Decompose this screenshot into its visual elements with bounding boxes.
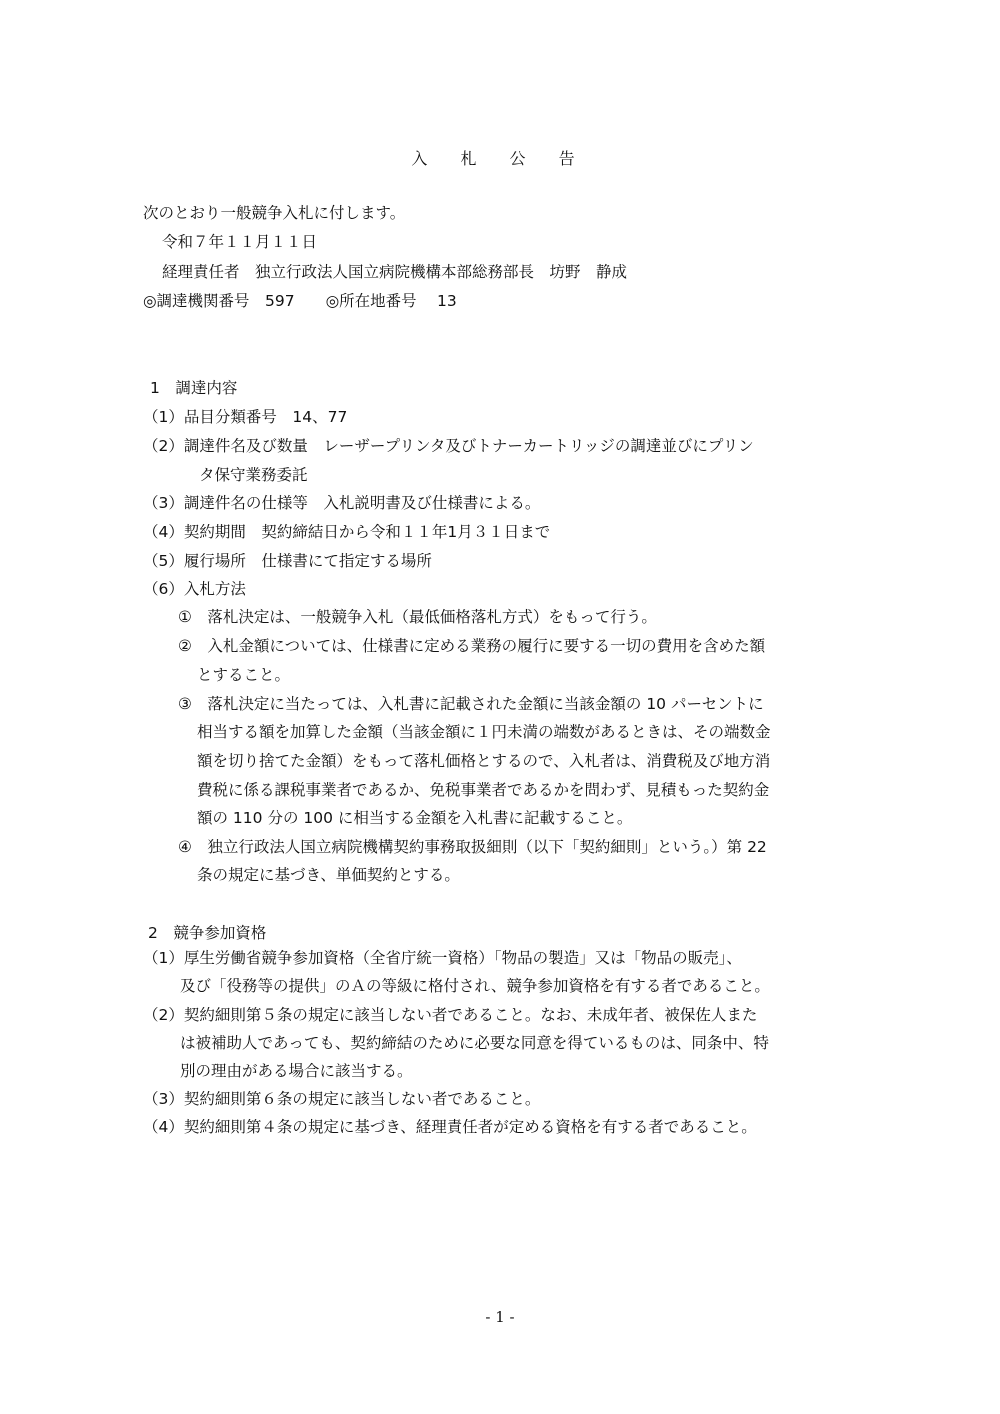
section-1-item-4: （4）契約期間 契約締結日から令和１１年1月３１日まで [143,523,551,541]
method-3-cont-1: 相当する額を加算した金額（当該金額に１円未満の端数があるときは、その端数金 [197,723,771,741]
section-2-item-1: （1）厚生労働省競争参加資格（全省庁統一資格）「物品の製造」又は「物品の販売」、 [143,949,742,967]
method-3-cont-4: 額の 110 分の 100 に相当する金額を入札書に記載すること。 [197,809,633,827]
section-2-item-1-cont: 及び「役務等の提供」のＡの等級に格付され、競争参加資格を有する者であること。 [180,977,770,995]
method-1: ① 落札決定は、一般競争入札（最低価格落札方式）をもって行う。 [178,608,657,626]
section-2-heading: 2 競争参加資格 [148,924,267,942]
section-1-item-1: （1）品目分類番号 14、77 [143,408,348,426]
method-4-cont: 条の規定に基づき、単価契約とする。 [197,866,460,884]
date-text: 令和７年１１月１１日 [162,233,318,251]
method-3-cont-3: 費税に係る課税事業者であるか、免税事業者であるかを問わず、見積もった契約金 [197,781,770,799]
section-2-item-2-cont-2: 別の理由がある場合に該当する。 [180,1062,413,1080]
section-2-item-2-cont-1: は被補助人であっても、契約締結のために必要な同意を得ているものは、同条中、特 [180,1034,769,1052]
method-2-cont: とすること。 [197,666,291,684]
page-number: - 1 - [485,1308,515,1326]
section-2-item-3: （3）契約細則第６条の規定に該当しない者であること。 [143,1090,541,1108]
method-3-cont-2: 額を切り捨てた金額）をもって落札価格とするので、入札者は、消費税及び地方消 [197,752,771,770]
method-2: ② 入札金額については、仕様書に定める業務の履行に要する一切の費用を含めた額 [178,637,766,655]
section-1-item-2-cont: タ保守業務委託 [199,466,308,484]
official-text: 経理責任者 独立行政法人国立病院機構本部総務部長 坊野 静成 [162,263,628,281]
codes-text: ◎調達機関番号 597 ◎所在地番号 13 [143,292,457,310]
section-1-item-3: （3）調達件名の仕様等 入札説明書及び仕様書による。 [143,494,541,512]
section-1-heading: 1 調達内容 [150,379,238,397]
section-1-item-5: （5）履行場所 仕様書にて指定する場所 [143,552,432,570]
method-3: ③ 落札決定に当たっては、入札書に記載された金額に当該金額の 10 パーセントに [178,695,764,713]
document-title: 入 札 公 告 [411,149,589,168]
section-1-item-2: （2）調達件名及び数量 レーザープリンタ及びトナーカートリッジの調達並びにプリン [143,437,754,455]
section-2-item-2: （2）契約細則第５条の規定に該当しない者であること。なお、未成年者、被保佐人また [143,1006,758,1024]
section-2-item-4: （4）契約細則第４条の規定に基づき、経理責任者が定める資格を有する者であること。 [143,1118,757,1136]
intro-text: 次のとおり一般競争入札に付します。 [143,204,406,222]
section-1-item-6: （6）入札方法 [143,580,246,598]
method-4: ④ 独立行政法人国立病院機構契約事務取扱細則（以下「契約細則」という。）第 22 [178,838,767,856]
